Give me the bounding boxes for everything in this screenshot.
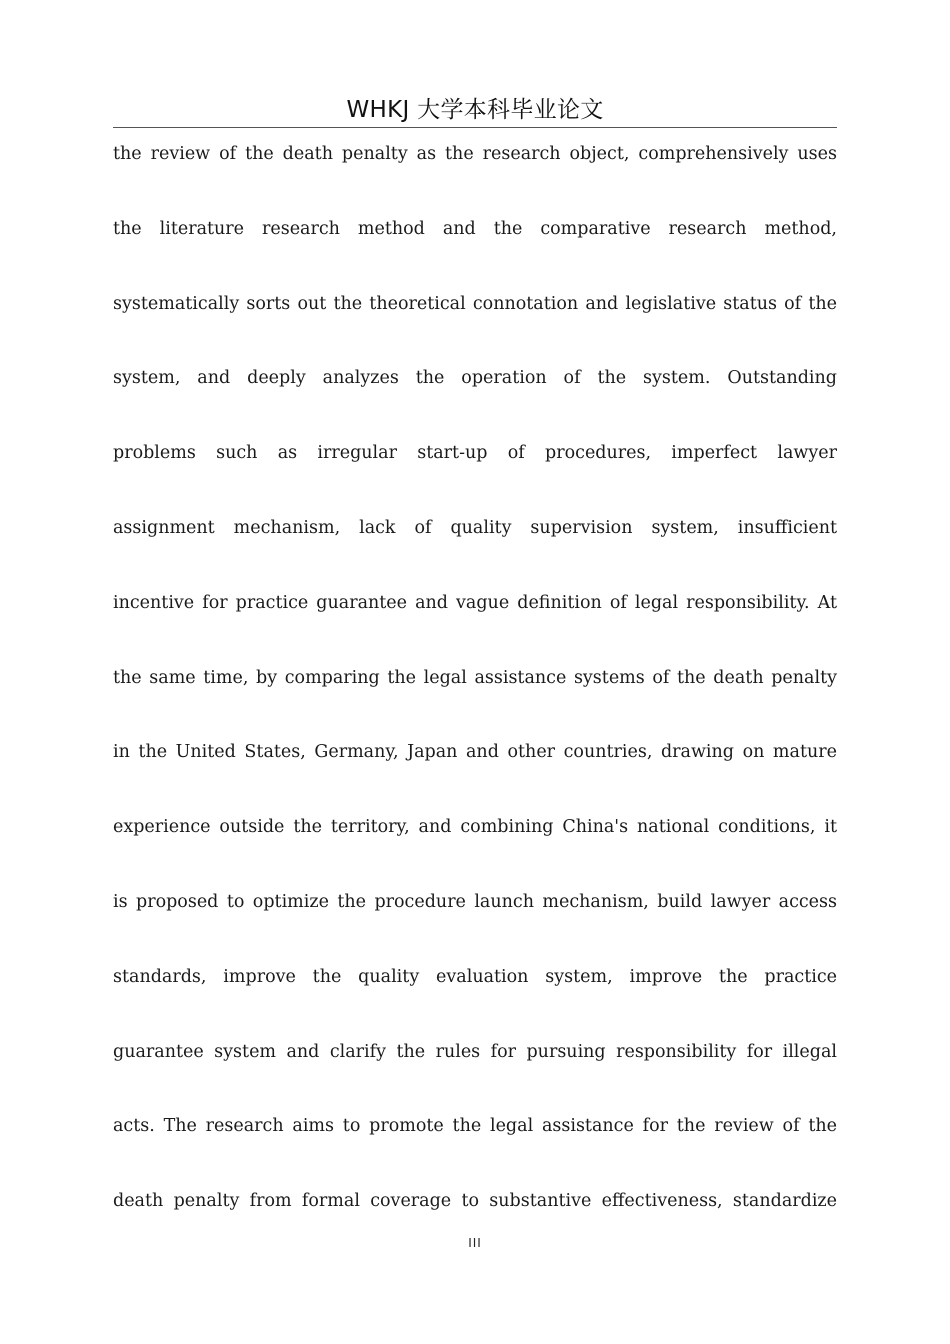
text-line: experience outside the territory, and combining China's national conditions, it: [113, 817, 837, 838]
text-line: acts. The research aims to promote the legal assistance for the review of the: [113, 1116, 837, 1137]
page-number: III: [468, 1236, 482, 1250]
text-line: the review of the death penalty as the research object, comprehensively uses: [113, 144, 837, 164]
text-line: assignment mechanism, lack of quality supervision system, insufficient: [113, 517, 837, 538]
text-line: the same time, by comparing the legal assistance systems of the death penalty: [113, 667, 837, 688]
page-header: [113, 94, 837, 128]
text-line: the literature research method and the comparative research method,: [113, 218, 837, 239]
text-line: systematically sorts out the theoretical connotation and legislative status of the: [113, 293, 837, 314]
text-line: guarantee system and clarify the rules for pursuing responsibility for illegal: [113, 1041, 837, 1062]
text-line: incentive for practice guarantee and vague definition of legal responsibility. At: [113, 592, 837, 613]
text-line: is proposed to optimize the procedure launch mechanism, build lawyer access: [113, 891, 837, 912]
text-line: standards, improve the quality evaluation system, improve the practice: [113, 966, 837, 987]
text-line: problems such as irregular start-up of procedures, imperfect lawyer: [113, 443, 837, 464]
text-line: in the United States, Germany, Japan and other countries, drawing on mature: [113, 742, 837, 763]
body-text: [113, 140, 837, 1227]
text-line: death penalty from formal coverage to substantive effectiveness, standardize: [113, 1191, 837, 1212]
text-line: system, and deeply analyzes the operation of the system. Outstanding: [113, 368, 837, 389]
header-title: WHKJ 大学本科毕业论文: [346, 97, 604, 123]
